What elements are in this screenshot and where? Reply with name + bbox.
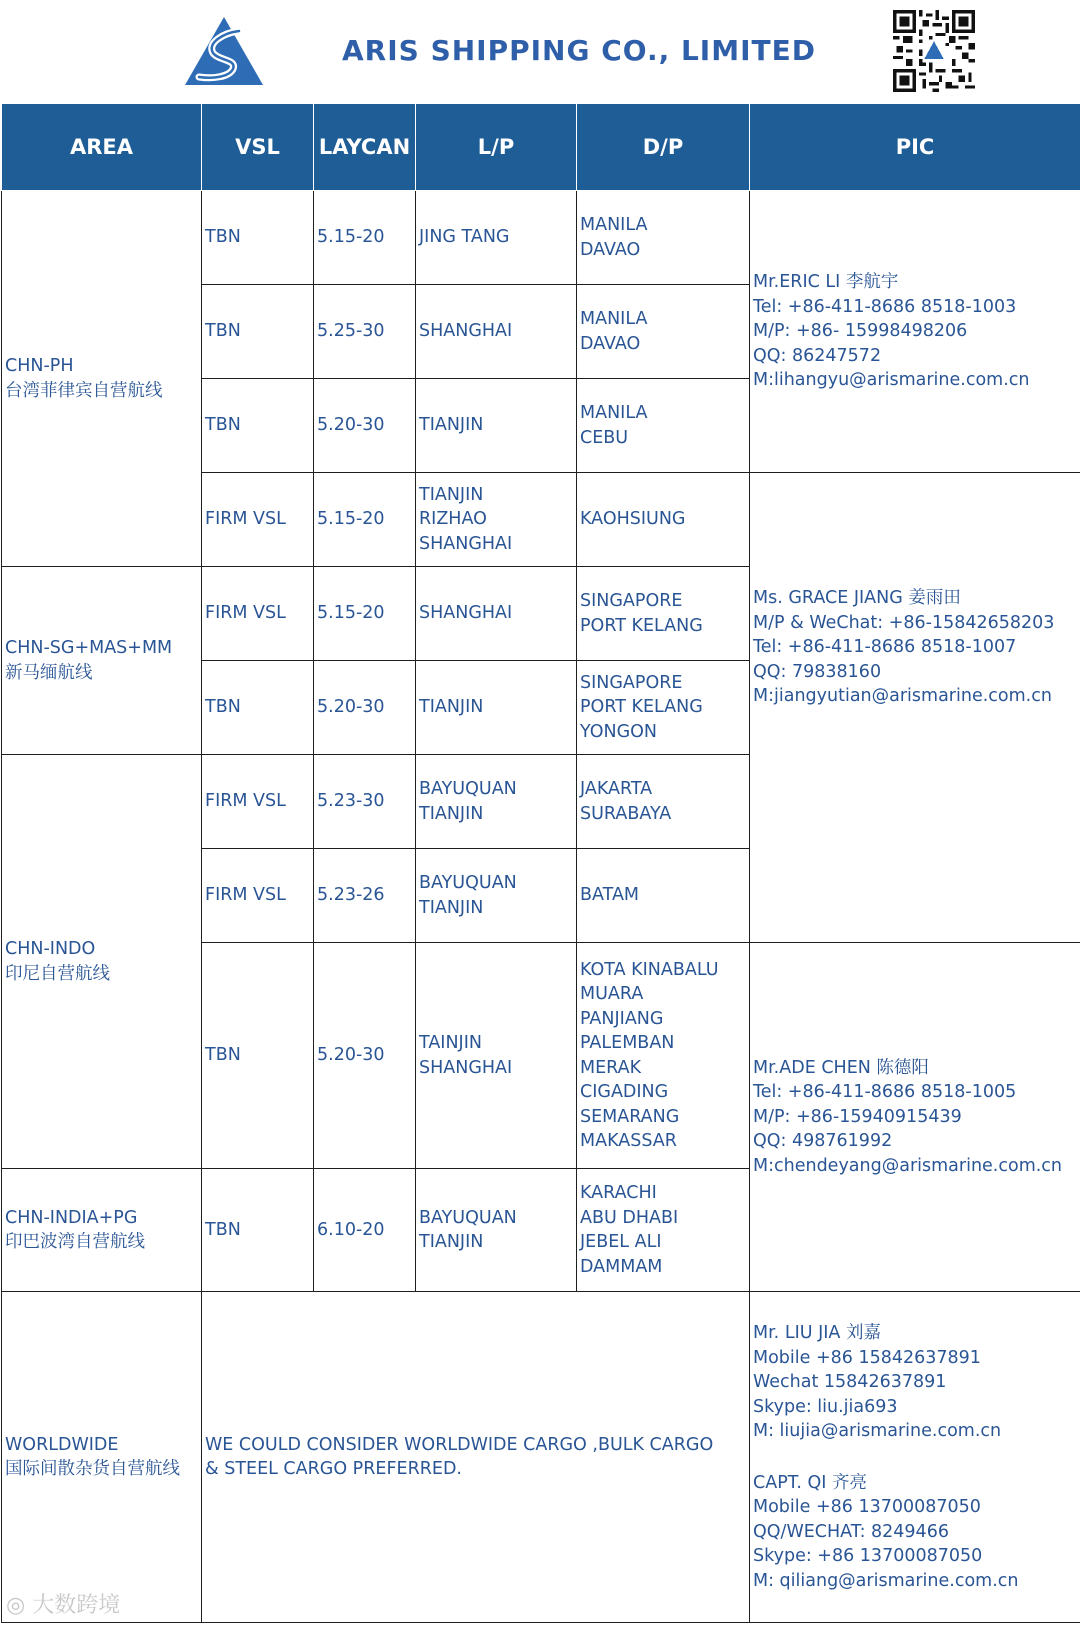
table-header-row: [2, 104, 1080, 191]
laycan-cell: 5.20-30: [314, 661, 416, 755]
vsl-cell: TBN: [202, 943, 314, 1169]
pic-name: CAPT. QI 齐亮: [753, 1472, 867, 1493]
lp-cell: [416, 191, 577, 285]
table-row: [2, 191, 1080, 285]
pic-wechat: QQ/WECHAT: 8249466: [753, 1521, 949, 1542]
laycan-cell: 5.15-20: [314, 191, 416, 285]
port-name: ABU DHABI: [580, 1207, 679, 1228]
pic-tel: Tel: +86-411-8686 8518-1005: [753, 1082, 1017, 1103]
col-header-area: AREA: [2, 104, 202, 191]
pic-mobile: M/P: +86- 15998498206: [753, 321, 968, 342]
vsl-cell: FIRM VSL: [202, 755, 314, 849]
lp-cell: [416, 755, 577, 849]
pic-name: Mr.ADE CHEN 陈德阳: [753, 1057, 929, 1078]
port-name: MANILA: [580, 215, 648, 235]
port-name: JING TANG: [419, 227, 510, 248]
laycan-cell: 5.15-20: [314, 473, 416, 567]
pic-cell-grace: [750, 473, 1080, 943]
area-code: CHN-SG+MAS+MM: [5, 638, 173, 658]
qr-code-icon: [893, 10, 975, 92]
watermark: [6, 1588, 120, 1619]
header: [0, 0, 1080, 104]
port-name: DAMMAM: [580, 1256, 663, 1277]
port-name: KARACHI: [580, 1183, 657, 1203]
port-name: RIZHAO: [419, 509, 487, 530]
port-name: PALEMBAN: [580, 1033, 675, 1053]
vsl-cell: TBN: [202, 379, 314, 473]
laycan-cell: 5.23-26: [314, 849, 416, 943]
port-name: YONGON: [580, 721, 658, 742]
port-name: BAYUQUAN: [419, 873, 517, 893]
vsl-cell: FIRM VSL: [202, 473, 314, 567]
dp-cell: [577, 661, 750, 755]
port-name: PORT KELANG: [580, 697, 703, 718]
schedule-table: [1, 104, 1080, 1623]
dp-cell: [577, 755, 750, 849]
pic-cell-ade: [750, 943, 1080, 1292]
pic-name: Mr.ERIC LI 李航宇: [753, 272, 899, 293]
dp-cell: [577, 379, 750, 473]
pic-email: M:jiangyutian@arismarine.com.cn: [753, 686, 1052, 706]
port-name: TIANJIN: [419, 415, 484, 436]
port-name: SINGAPORE: [580, 672, 683, 693]
note-line: & STEEL CARGO PREFERRED.: [205, 1459, 462, 1479]
pic-name: Mr. LIU JIA 刘嘉: [753, 1323, 881, 1343]
port-name: SURABAYA: [580, 803, 672, 824]
port-name: CIGADING: [580, 1082, 669, 1102]
dp-cell: [577, 285, 750, 379]
port-name: TAINJIN: [419, 1033, 482, 1053]
lp-cell: [416, 567, 577, 661]
area-name: 新马缅航线: [5, 662, 93, 683]
laycan-cell: 5.23-30: [314, 755, 416, 849]
pic-name: Ms. GRACE JIANG 姜雨田: [753, 588, 961, 608]
area-code: WORLDWIDE: [5, 1434, 119, 1455]
area-cell: [2, 1169, 202, 1292]
laycan-cell: 5.15-20: [314, 567, 416, 661]
dp-cell: [577, 191, 750, 285]
port-name: MANILA: [580, 403, 648, 423]
pic-skype: Skype: liu.jia693: [753, 1396, 898, 1417]
port-name: TIANJIN: [419, 803, 484, 824]
area-code: CHN-PH: [5, 356, 74, 376]
pic-cell-worldwide: [750, 1292, 1080, 1623]
dp-cell: [577, 1169, 750, 1292]
watermark-text: 大数跨境: [32, 1593, 121, 1618]
pic-tel: Tel: +86-411-8686 8518-1003: [753, 296, 1017, 317]
col-header-lp: L/P: [416, 104, 577, 191]
vsl-cell: FIRM VSL: [202, 849, 314, 943]
port-name: DAVAO: [580, 333, 641, 354]
port-name: SHANGHAI: [419, 533, 513, 554]
port-name: TIANJIN: [419, 484, 484, 505]
lp-cell: [416, 1169, 577, 1292]
area-cell: [2, 1292, 202, 1623]
lp-cell: [416, 473, 577, 567]
port-name: TIANJIN: [419, 897, 484, 918]
port-name: BATAM: [580, 885, 640, 906]
col-header-vsl: VSL: [202, 104, 314, 191]
pic-qq: QQ: 79838160: [753, 661, 882, 682]
col-header-dp: D/P: [577, 104, 750, 191]
dp-cell: [577, 473, 750, 567]
area-cell: [2, 755, 202, 1169]
dp-cell: [577, 567, 750, 661]
port-name: SHANGHAI: [419, 1057, 513, 1078]
port-name: JAKARTA: [580, 779, 653, 799]
port-name: SINGAPORE: [580, 591, 683, 611]
pic-email: M:lihangyu@arismarine.com.cn: [753, 370, 1030, 391]
vsl-cell: FIRM VSL: [202, 567, 314, 661]
port-name: PANJIANG: [580, 1008, 664, 1029]
port-name: PORT KELANG: [580, 615, 703, 636]
pic-mobile: Mobile +86 15842637891: [753, 1347, 981, 1368]
vsl-cell: TBN: [202, 285, 314, 379]
pic-email: M: qiliang@arismarine.com.cn: [753, 1570, 1019, 1591]
pic-mobile: Mobile +86 13700087050: [753, 1497, 981, 1517]
vsl-cell: TBN: [202, 1169, 314, 1292]
spacer: [753, 1444, 1077, 1471]
pic-mobile: M/P: +86-15940915439: [753, 1106, 962, 1127]
area-name: 国际间散杂货自营航线: [5, 1459, 180, 1479]
pic-wechat: Wechat 15842637891: [753, 1372, 947, 1392]
port-name: TIANJIN: [419, 1232, 484, 1252]
worldwide-note: [202, 1292, 750, 1623]
port-name: JEBEL ALI: [580, 1232, 662, 1252]
port-name: MERAK: [580, 1057, 642, 1078]
port-name: KOTA KINABALU: [580, 959, 719, 980]
pic-email: M: liujia@arismarine.com.cn: [753, 1421, 1002, 1441]
col-header-laycan: LAYCAN: [314, 104, 416, 191]
laycan-cell: 5.25-30: [314, 285, 416, 379]
dp-cell: [577, 943, 750, 1169]
company-name: ARIS SHIPPING CO., LIMITED: [342, 34, 816, 67]
lp-cell: [416, 849, 577, 943]
port-name: MUARA: [580, 984, 644, 1004]
area-cell: [2, 191, 202, 567]
port-name: BAYUQUAN: [419, 779, 517, 799]
port-name: SHANGHAI: [419, 321, 513, 342]
area-name: 台湾菲律宾自营航线: [5, 380, 163, 401]
pic-qq: QQ: 498761992: [753, 1131, 893, 1152]
area-name: 印尼自营航线: [5, 963, 110, 984]
worldwide-row: [2, 1292, 1080, 1623]
area-cell: [2, 567, 202, 755]
vsl-cell: TBN: [202, 661, 314, 755]
port-name: CEBU: [580, 427, 629, 448]
port-name: BAYUQUAN: [419, 1207, 517, 1228]
port-name: MANILA: [580, 309, 648, 329]
area-code: CHN-INDO: [5, 939, 96, 959]
dp-cell: [577, 849, 750, 943]
laycan-cell: 5.20-30: [314, 943, 416, 1169]
port-name: SEMARANG: [580, 1106, 680, 1127]
pic-cell-eric: [750, 191, 1080, 473]
port-name: KAOHSIUNG: [580, 509, 686, 530]
lp-cell: [416, 661, 577, 755]
pic-qq: QQ: 86247572: [753, 345, 882, 366]
laycan-cell: 5.20-30: [314, 379, 416, 473]
pic-skype: Skype: +86 13700087050: [753, 1546, 983, 1566]
port-name: TIANJIN: [419, 697, 484, 718]
col-header-pic: PIC: [750, 104, 1080, 191]
area-code: CHN-INDIA+PG: [5, 1207, 138, 1228]
lp-cell: [416, 379, 577, 473]
pic-email: M:chendeyang@arismarine.com.cn: [753, 1155, 1063, 1176]
lp-cell: [416, 943, 577, 1169]
port-name: SHANGHAI: [419, 603, 513, 624]
note-line: WE COULD CONSIDER WORLDWIDE CARGO ,BULK CARGO: [205, 1434, 714, 1455]
port-name: DAVAO: [580, 239, 641, 260]
aris-logo-icon: [183, 15, 265, 87]
laycan-cell: 6.10-20: [314, 1169, 416, 1292]
vsl-cell: TBN: [202, 191, 314, 285]
watermark-icon: ◎: [6, 1593, 33, 1618]
lp-cell: [416, 285, 577, 379]
pic-mobile: M/P & WeChat: +86-15842658203: [753, 612, 1055, 633]
pic-tel: Tel: +86-411-8686 8518-1007: [753, 637, 1017, 657]
area-name: 印巴波湾自营航线: [5, 1232, 145, 1252]
port-name: MAKASSAR: [580, 1131, 677, 1151]
